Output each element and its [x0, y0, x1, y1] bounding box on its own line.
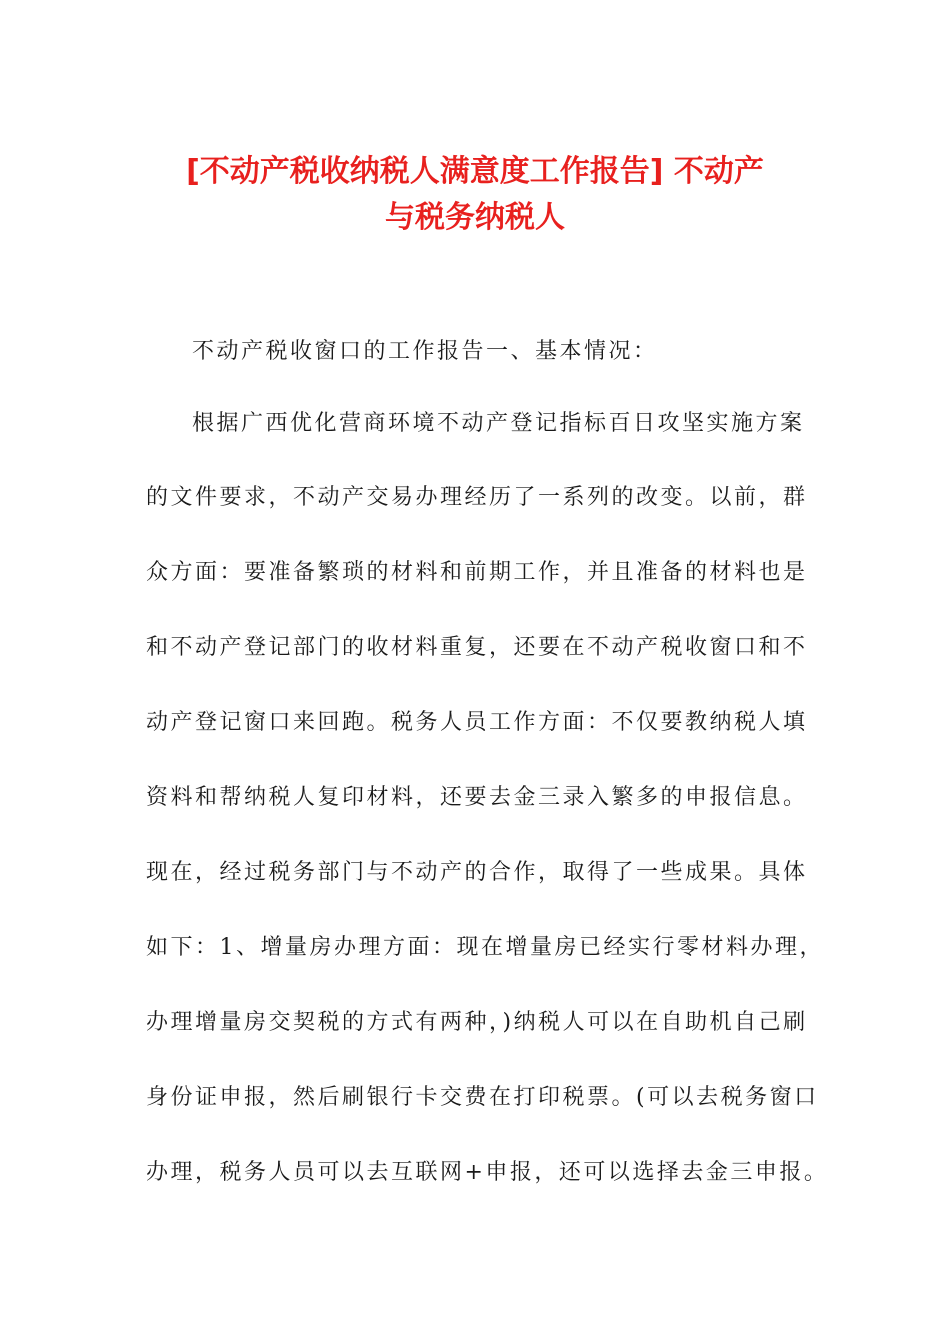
- body-line: 动产登记窗口来回跑。税务人员工作方面：不仅要教纳税人填: [146, 710, 808, 735]
- body-line: 众方面：要准备繁琐的材料和前期工作，并且准备的材料也是: [146, 560, 808, 585]
- body-line: 办理，税务人员可以去互联网+申报，还可以选择去金三申报。: [146, 1160, 829, 1185]
- body-line: 如下：1、增量房办理方面：现在增量房已经实行零材料办理，: [146, 935, 824, 960]
- body-line: 办理增量房交契税的方式有两种，)纳税人可以在自助机自己刷: [146, 1010, 808, 1035]
- document-title-line-2: 与税务纳税人: [385, 200, 565, 235]
- body-line: 根据广西优化营商环境不动产登记指标百日攻坚实施方案: [192, 411, 805, 436]
- body-line: 和不动产登记部门的收材料重复，还要在不动产税收窗口和不: [146, 635, 808, 660]
- paragraph-heading: 不动产税收窗口的工作报告一、基本情况：: [192, 339, 658, 364]
- body-line: 身份证申报，然后刷银行卡交费在打印税票。(可以去税务窗口: [146, 1085, 819, 1110]
- body-line: 资料和帮纳税人复印材料，还要去金三录入繁多的申报信息。: [146, 785, 808, 810]
- body-line: 现在，经过税务部门与不动产的合作，取得了一些成果。具体: [146, 860, 808, 885]
- document-title-line-1: [不动产税收纳税人满意度工作报告] 不动产: [186, 154, 764, 189]
- body-line: 的文件要求，不动产交易办理经历了一系列的改变。以前，群: [146, 485, 808, 510]
